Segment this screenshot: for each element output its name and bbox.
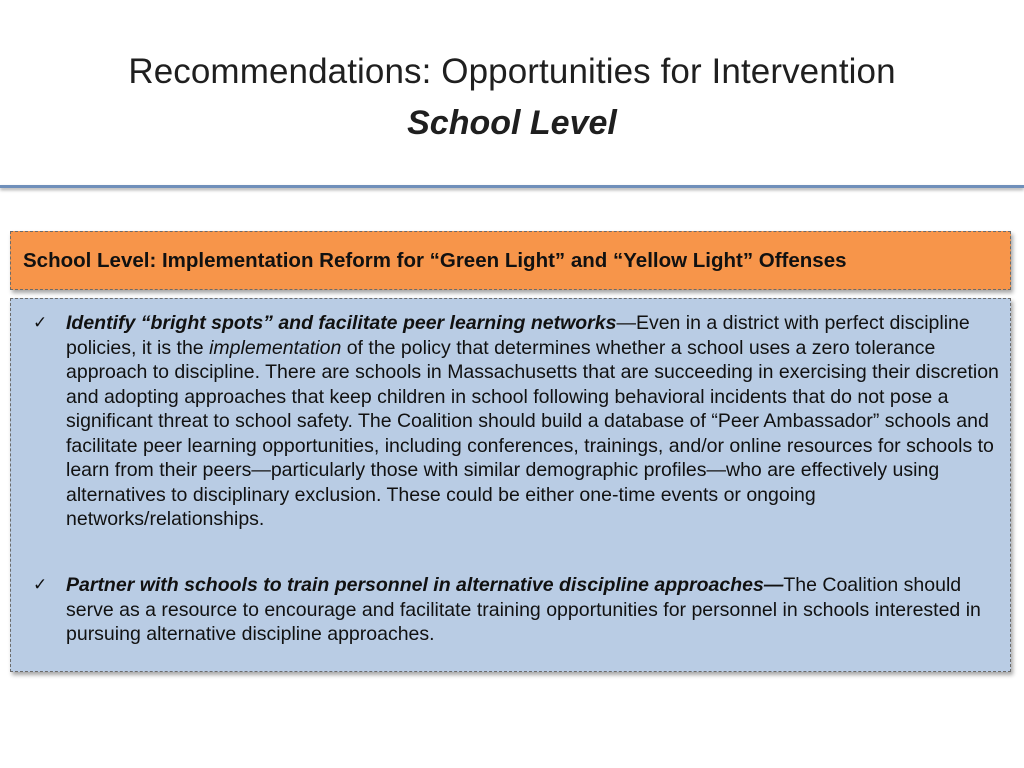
checkmark-icon: ✓ [33, 313, 48, 333]
bullet-emphasis: implementation [209, 336, 342, 359]
section-header-text: School Level: Implementation Reform for “Green Light” and “Yellow Light” Offenses [23, 249, 847, 272]
bullet-heading: Partner with schools to train personnel in alternative discipline approaches— [66, 574, 784, 596]
title-divider [0, 185, 1024, 188]
title-subtitle: School Level [407, 104, 617, 142]
bullet-text-continued: of the policy that determines whether a school uses a zero tolerance approach to discipline. There are schools in Massachusetts that are succeeding in exercising their discretion and adopting approaches that keep children in school following behavioral incidents that do not pose a significant threat to school safety. The Coalition should build a database of “Peer Ambassador” schools and facilitate peer learning opportunities, including conferences, trainings, and/or online resources for schools to learn from their peers—particularly those with similar demographic profiles—who are effectively using alternatives to disciplinary exclusion. These could be either one-time events or ongoing networks/relationships. [66, 336, 999, 530]
bullet-text: Even in a district with perfect discipline policies, it is the [66, 312, 970, 359]
section-header-box [10, 231, 1011, 290]
bullet-text: The Coalition should serve as a resource to encourage and facilitate training opportunities for personnel in schools interested in pursuing alternative discipline approaches. [66, 574, 981, 645]
checkmark-icon: ✓ [33, 575, 48, 595]
title-main: Recommendations: Opportunities for Intervention [128, 52, 896, 91]
bullet-heading: Identify “bright spots” and facilitate peer learning networks [66, 312, 617, 334]
bullet-dash: — [616, 312, 636, 334]
bullet-item-peer-learning [33, 311, 1011, 532]
bullet-item-train-personnel [33, 573, 1011, 647]
recommendations-box [10, 298, 1011, 672]
slide-title [0, 46, 1024, 148]
